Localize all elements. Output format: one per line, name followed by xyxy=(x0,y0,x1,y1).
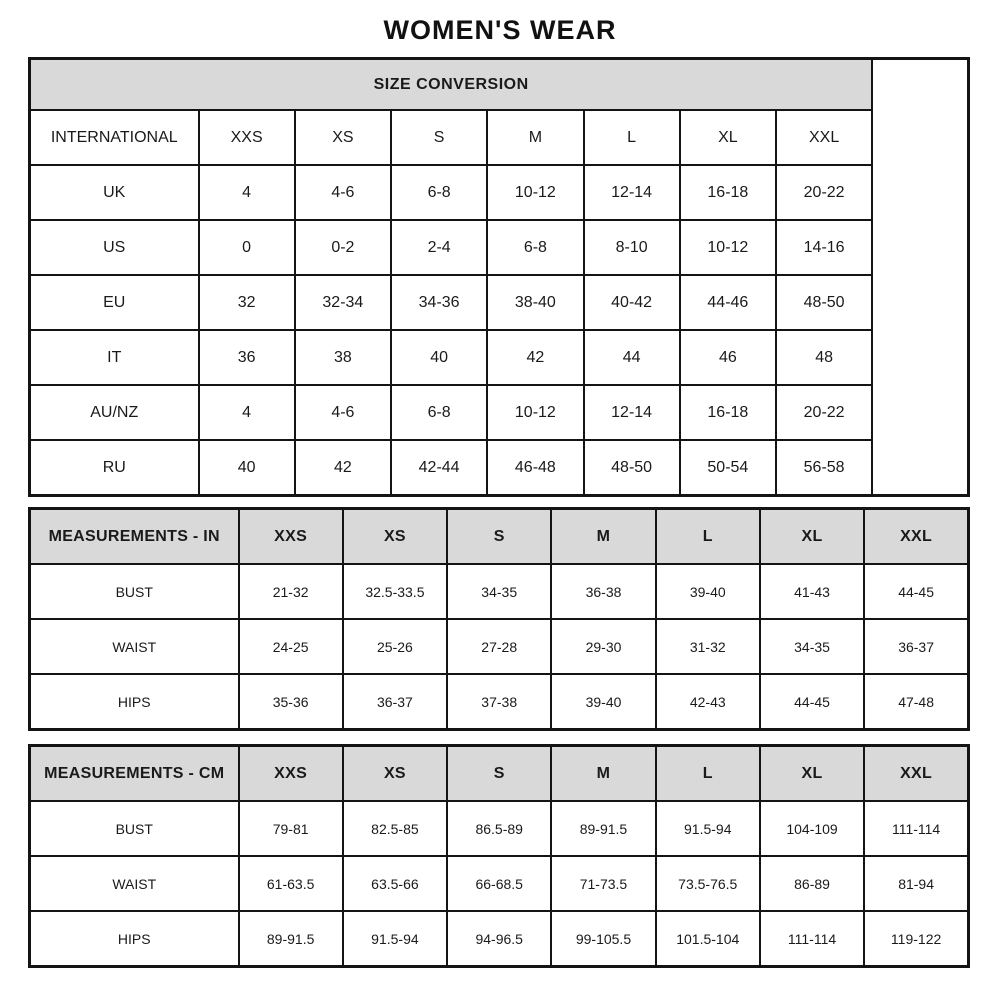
cell: 34-35 xyxy=(760,619,864,674)
cell: 21-32 xyxy=(239,564,343,619)
cell: 48 xyxy=(776,330,872,385)
cell: 91.5-94 xyxy=(343,911,447,967)
table-header-row xyxy=(30,59,969,111)
row-label: RU xyxy=(30,440,199,496)
table-header-row xyxy=(30,746,969,802)
row-label: AU/NZ xyxy=(30,385,199,440)
cell: 2-4 xyxy=(391,220,487,275)
cell: 104-109 xyxy=(760,801,864,856)
table-row-hips xyxy=(30,911,969,967)
cell: 10-12 xyxy=(487,165,583,220)
column-header-xxl: XXL xyxy=(776,110,872,165)
cell: 32 xyxy=(199,275,295,330)
page-title: WOMEN'S WEAR xyxy=(383,15,617,45)
cell: 16-18 xyxy=(680,165,776,220)
cell: 41-43 xyxy=(760,564,864,619)
measurements-cm-title: MEASUREMENTS - CM xyxy=(30,746,239,802)
column-header-l: L xyxy=(656,746,760,802)
cell: 38 xyxy=(295,330,391,385)
cell: 42 xyxy=(295,440,391,496)
cell: 40-42 xyxy=(584,275,680,330)
cell: 48-50 xyxy=(584,440,680,496)
cell: 4 xyxy=(199,385,295,440)
cell: 20-22 xyxy=(776,385,872,440)
cell: 86-89 xyxy=(760,856,864,911)
cell: 111-114 xyxy=(760,911,864,967)
cell: 79-81 xyxy=(239,801,343,856)
table-row-uk xyxy=(30,165,969,220)
cell: 44-45 xyxy=(760,674,864,730)
cell: 25-26 xyxy=(343,619,447,674)
row-label: WAIST xyxy=(30,619,239,674)
cell: 31-32 xyxy=(656,619,760,674)
cell: 56-58 xyxy=(776,440,872,496)
cell: 29-30 xyxy=(551,619,655,674)
row-label: BUST xyxy=(30,801,239,856)
measurements-in-title: MEASUREMENTS - IN xyxy=(30,509,239,565)
cell: 81-94 xyxy=(864,856,968,911)
cell: 50-54 xyxy=(680,440,776,496)
measurements-in-table xyxy=(28,507,970,731)
cell: 12-14 xyxy=(584,165,680,220)
table-row-waist xyxy=(30,619,969,674)
cell: 119-122 xyxy=(864,911,968,967)
table-row-bust xyxy=(30,801,969,856)
row-label: US xyxy=(30,220,199,275)
column-header-s: S xyxy=(391,110,487,165)
cell: 6-8 xyxy=(487,220,583,275)
column-header-xl: XL xyxy=(760,746,864,802)
cell: 73.5-76.5 xyxy=(656,856,760,911)
cell: 61-63.5 xyxy=(239,856,343,911)
table-row-waist xyxy=(30,856,969,911)
cell: 47-48 xyxy=(864,674,968,730)
column-header-xxs: XXS xyxy=(199,110,295,165)
column-header-l: L xyxy=(584,110,680,165)
column-header-l: L xyxy=(656,509,760,565)
cell: 4-6 xyxy=(295,165,391,220)
cell: 20-22 xyxy=(776,165,872,220)
column-header-international: INTERNATIONAL xyxy=(30,110,199,165)
row-label: HIPS xyxy=(30,674,239,730)
cell: 101.5-104 xyxy=(656,911,760,967)
cell: 48-50 xyxy=(776,275,872,330)
column-header-xxl: XXL xyxy=(864,509,968,565)
cell: 10-12 xyxy=(680,220,776,275)
cell: 63.5-66 xyxy=(343,856,447,911)
column-header-xl: XL xyxy=(680,110,776,165)
cell: 4 xyxy=(199,165,295,220)
cell: 71-73.5 xyxy=(551,856,655,911)
cell: 35-36 xyxy=(239,674,343,730)
column-header-xxs: XXS xyxy=(239,509,343,565)
table-row-eu xyxy=(30,275,969,330)
size-conversion-table xyxy=(28,57,970,497)
cell: 36-37 xyxy=(864,619,968,674)
cell: 32.5-33.5 xyxy=(343,564,447,619)
cell: 36-38 xyxy=(551,564,655,619)
cell: 32-34 xyxy=(295,275,391,330)
cell: 10-12 xyxy=(487,385,583,440)
cell: 34-36 xyxy=(391,275,487,330)
cell: 34-35 xyxy=(447,564,551,619)
row-label: EU xyxy=(30,275,199,330)
table-row-it xyxy=(30,330,969,385)
row-label: WAIST xyxy=(30,856,239,911)
cell: 0-2 xyxy=(295,220,391,275)
cell: 99-105.5 xyxy=(551,911,655,967)
column-header-xxl: XXL xyxy=(864,746,968,802)
column-header-row xyxy=(30,110,969,165)
table-header-row xyxy=(30,509,969,565)
cell: 4-6 xyxy=(295,385,391,440)
cell: 40 xyxy=(199,440,295,496)
cell: 6-8 xyxy=(391,385,487,440)
measurements-cm-table xyxy=(28,744,970,968)
cell: 40 xyxy=(391,330,487,385)
cell: 12-14 xyxy=(584,385,680,440)
cell: 14-16 xyxy=(776,220,872,275)
cell: 36 xyxy=(199,330,295,385)
cell: 6-8 xyxy=(391,165,487,220)
column-header-xs: XS xyxy=(343,509,447,565)
column-header-xxs: XXS xyxy=(239,746,343,802)
column-header-xs: XS xyxy=(295,110,391,165)
cell: 27-28 xyxy=(447,619,551,674)
cell: 24-25 xyxy=(239,619,343,674)
column-header-s: S xyxy=(447,746,551,802)
cell: 46 xyxy=(680,330,776,385)
cell: 42 xyxy=(487,330,583,385)
column-header-m: M xyxy=(551,509,655,565)
cell: 66-68.5 xyxy=(447,856,551,911)
size-conversion-title: SIZE CONVERSION xyxy=(30,59,873,111)
cell: 94-96.5 xyxy=(447,911,551,967)
cell: 8-10 xyxy=(584,220,680,275)
row-label: IT xyxy=(30,330,199,385)
cell: 16-18 xyxy=(680,385,776,440)
column-header-s: S xyxy=(447,509,551,565)
table-row-hips xyxy=(30,674,969,730)
row-label: UK xyxy=(30,165,199,220)
cell: 39-40 xyxy=(656,564,760,619)
cell: 89-91.5 xyxy=(551,801,655,856)
column-header-m: M xyxy=(487,110,583,165)
cell: 86.5-89 xyxy=(447,801,551,856)
cell: 111-114 xyxy=(864,801,968,856)
cell: 46-48 xyxy=(487,440,583,496)
cell: 39-40 xyxy=(551,674,655,730)
row-label: BUST xyxy=(30,564,239,619)
column-header-xl: XL xyxy=(760,509,864,565)
cell: 0 xyxy=(199,220,295,275)
cell: 44 xyxy=(584,330,680,385)
cell: 82.5-85 xyxy=(343,801,447,856)
table-row-us xyxy=(30,220,969,275)
cell: 36-37 xyxy=(343,674,447,730)
cell: 37-38 xyxy=(447,674,551,730)
cell: 91.5-94 xyxy=(656,801,760,856)
table-row-aunz xyxy=(30,385,969,440)
cell: 42-44 xyxy=(391,440,487,496)
cell: 42-43 xyxy=(656,674,760,730)
table-row-ru xyxy=(30,440,969,496)
row-label: HIPS xyxy=(30,911,239,967)
column-header-m: M xyxy=(551,746,655,802)
column-header-xs: XS xyxy=(343,746,447,802)
table-row-bust xyxy=(30,564,969,619)
cell: 44-45 xyxy=(864,564,968,619)
cell: 89-91.5 xyxy=(239,911,343,967)
cell: 38-40 xyxy=(487,275,583,330)
cell: 44-46 xyxy=(680,275,776,330)
